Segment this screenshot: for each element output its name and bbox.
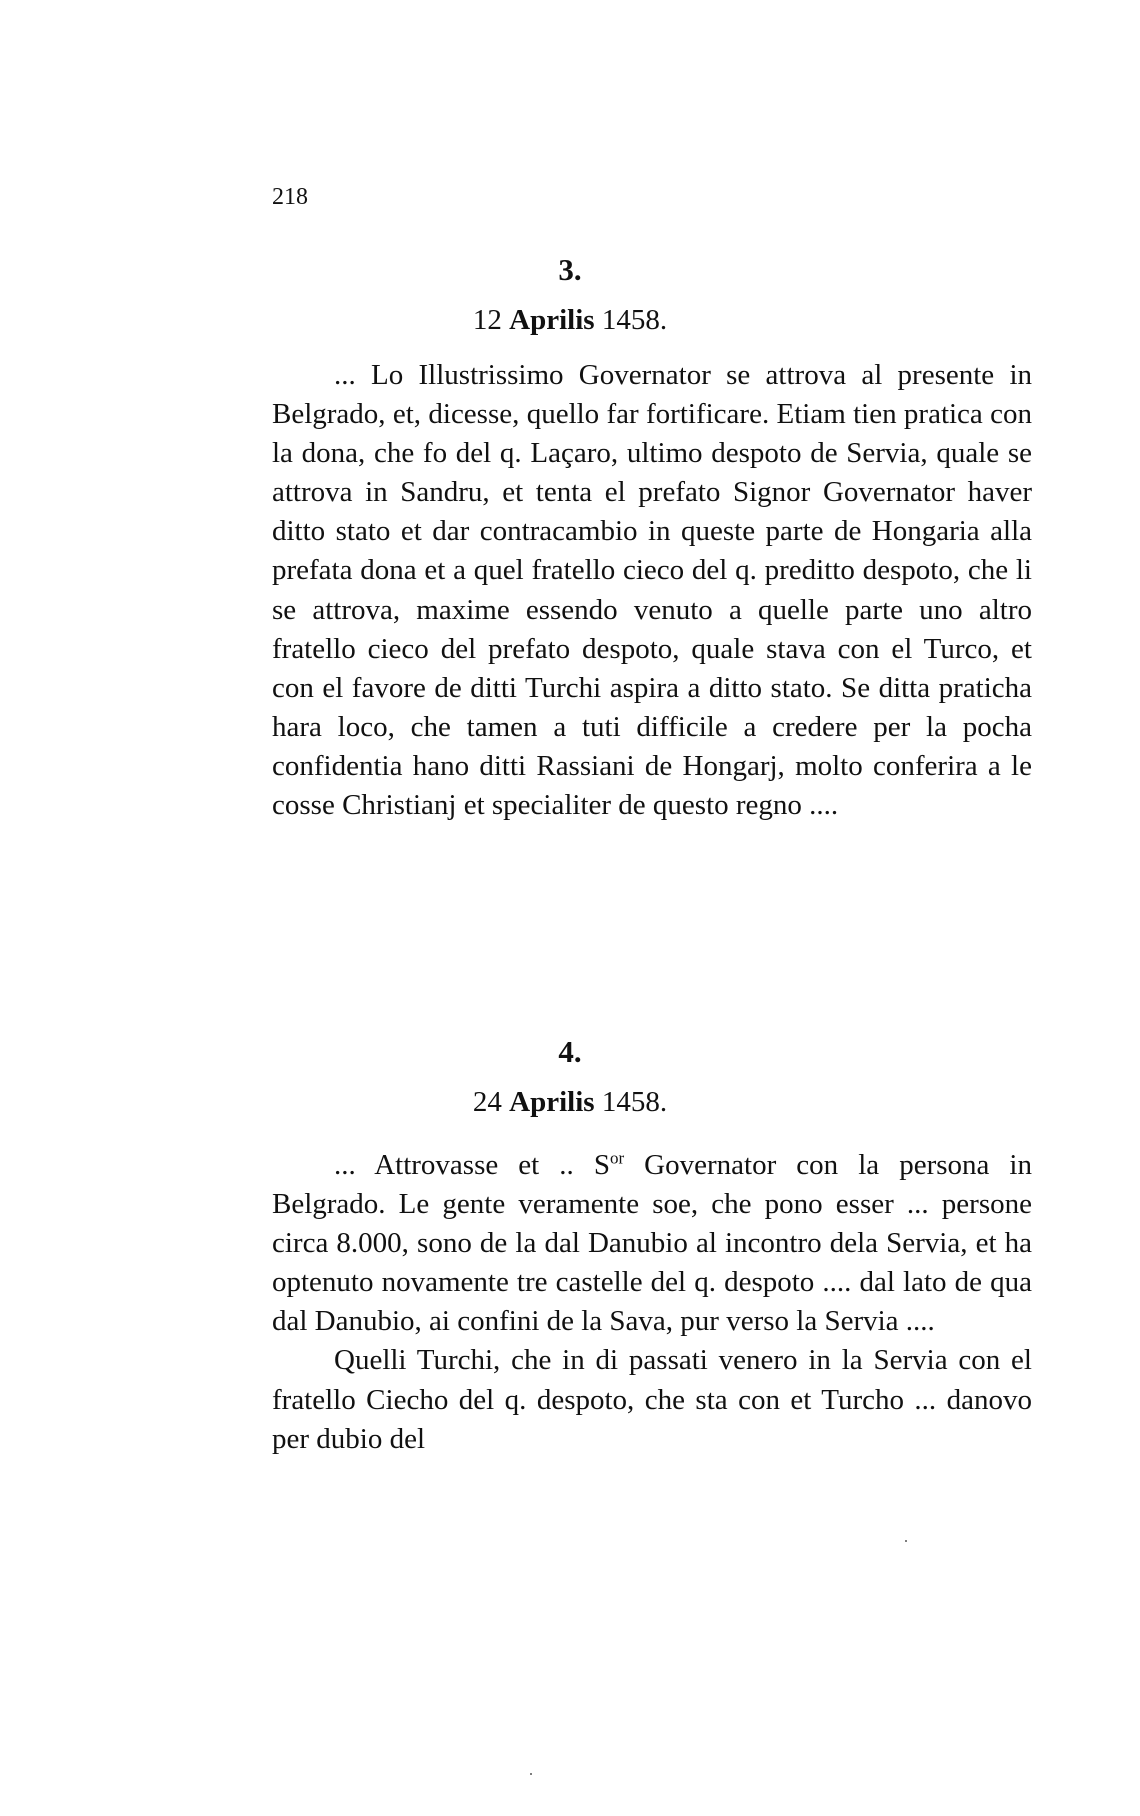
superscript: or	[609, 1148, 625, 1168]
document-date	[0, 304, 1140, 337]
date-day: 24	[472, 1086, 502, 1118]
paragraph	[272, 1146, 1032, 1341]
date-day: 12	[472, 304, 502, 336]
date-month: Aprilis	[509, 1086, 595, 1118]
date-month: Aprilis	[509, 304, 595, 336]
scan-speck	[905, 1540, 907, 1542]
paragraph-text: Governator con la persona in Belgrado. Le gente veramente soe, che pono esser ... persone circa 8.000, sono de la dal Danubio al incontro dela Servia, et ha optenuto novamente tre castelle del q. despoto .... dal lato de qua dal Danubio, ai confini de la Sava, pur verso la Servia ....	[272, 1149, 1032, 1338]
date-year: 1458.	[601, 304, 668, 336]
scan-speck	[530, 1773, 532, 1775]
paragraph-text: ... Attrovasse et .. S	[334, 1149, 610, 1181]
document-number: 3.	[558, 252, 582, 287]
date-year: 1458.	[601, 1086, 668, 1118]
paragraph: ... Lo Illustrissimo Governator se attrova al presente in Belgrado, et, dicesse, quello far fortificare. Etiam tien pratica con la dona, che fo del q. Laçaro, ultimo despoto de Servia, quale se attrova in Sandru, et tenta el prefato Signor Governator haver ditto stato et dar contracambio in queste parte de Hongaria alla prefata dona et a quel fratello cieco del q. preditto despoto, che li se attrova, maxime essendo venuto a quelle parte uno altro fratello cieco del prefato despoto, quale stava con el Turco, et con el favore de ditti Turchi aspira a ditto stato. Se ditta praticha hara loco, che tamen a tuti difficile a credere per la pocha confidentia hano ditti Rassiani de Hongarj, molto conferira a le cosse Christianj et specialiter de questo regno ....	[272, 359, 1032, 822]
document-text	[272, 356, 1032, 825]
document-number: 4.	[558, 1034, 582, 1069]
document-date	[0, 1086, 1140, 1119]
paragraph: Quelli Turchi, che in di passati venero in la Servia con el fratello Ciecho del q. despoto, che sta con et Turcho ... danovo per dubio del	[272, 1344, 1032, 1455]
document-text	[272, 1146, 1032, 1459]
page-number: 218	[272, 184, 308, 210]
